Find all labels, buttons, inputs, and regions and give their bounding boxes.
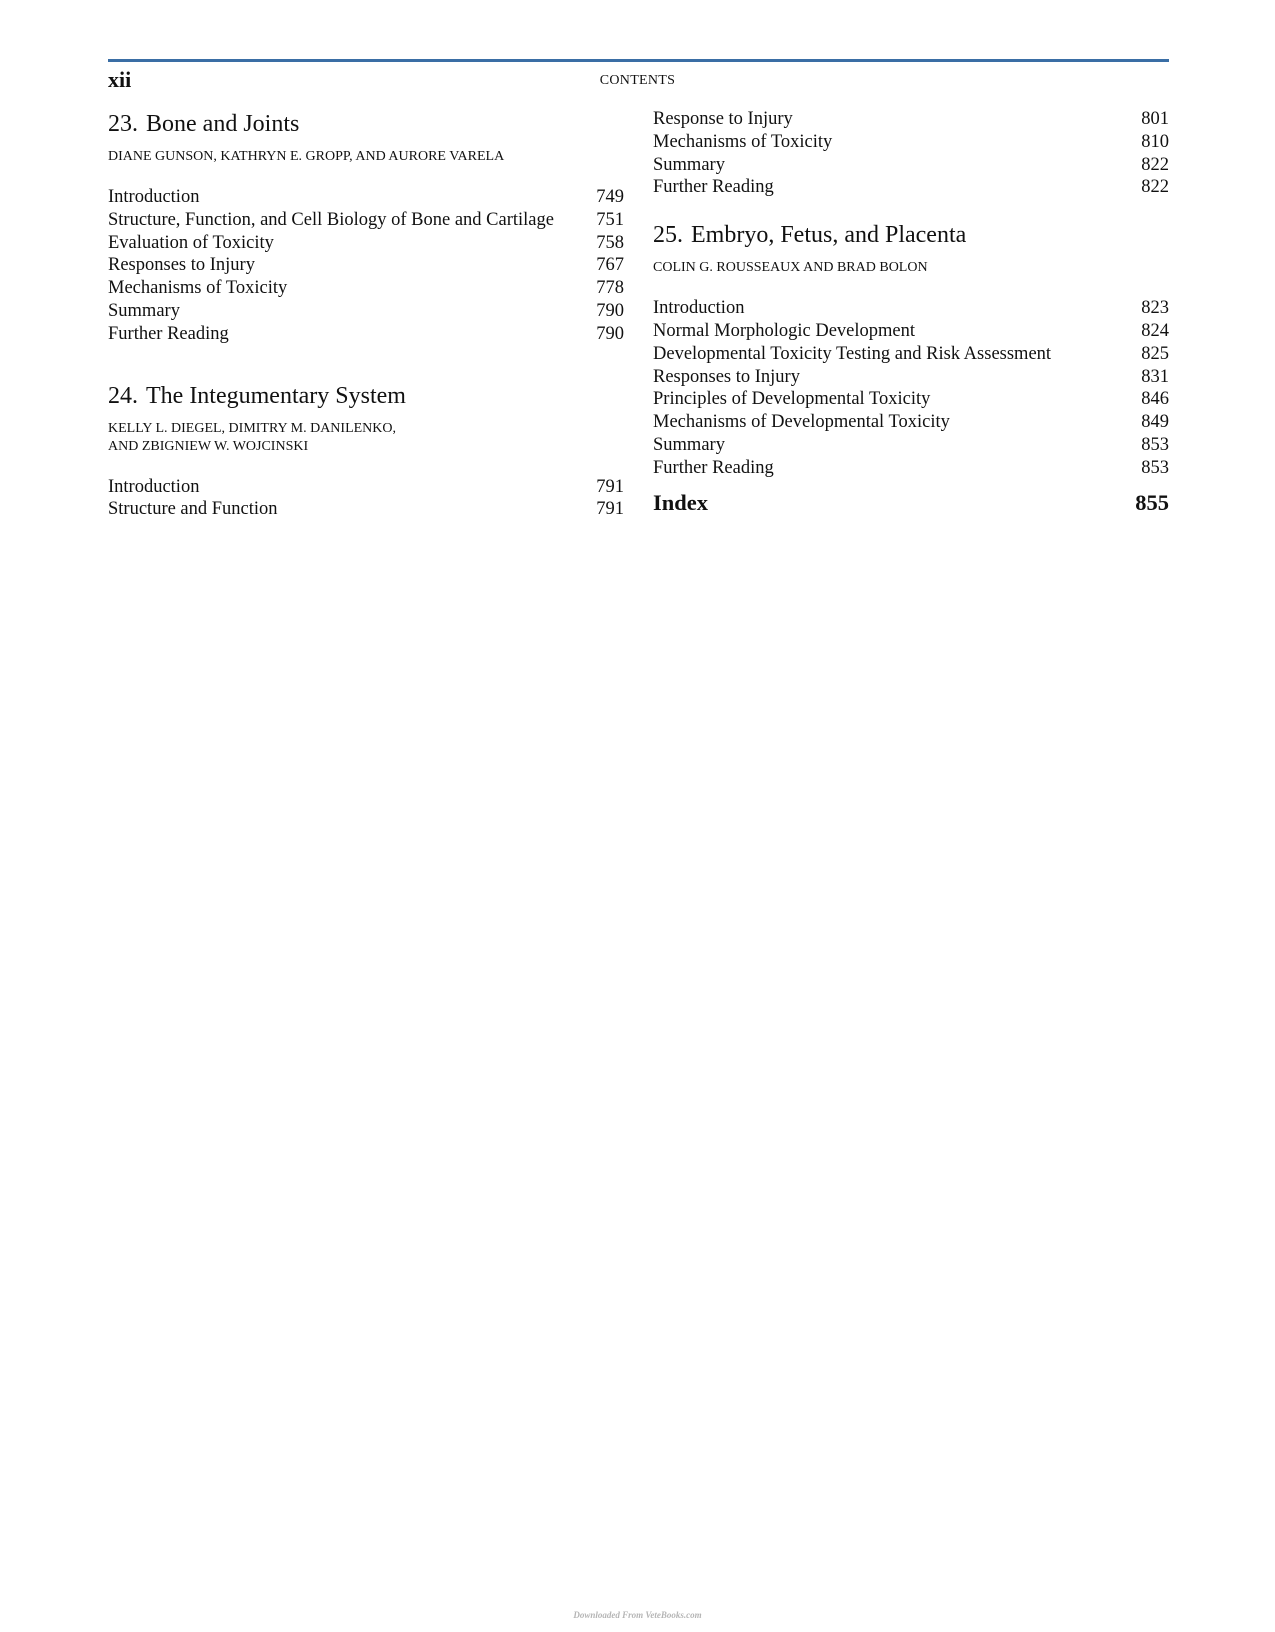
toc-entry[interactable] [108,277,624,300]
chapter-authors [108,148,624,166]
toc-entry-page: 810 [1141,131,1169,152]
toc-entry[interactable] [108,232,624,255]
author-line: KELLY L. DIEGEL, DIMITRY M. DANILENKO, [108,420,397,436]
toc-entry-page: 831 [1141,366,1169,387]
toc-entry-label: Responses to Injury [653,366,800,387]
chapter-24 [108,380,624,522]
toc-entry[interactable] [653,154,1169,177]
toc-entry[interactable] [108,476,624,499]
toc-entry-page: 853 [1141,457,1169,478]
index-label: Index [653,489,709,515]
toc-entry-label: Structure, Function, and Cell Biology of Bone and Cartilage [108,209,554,230]
toc-entry[interactable] [653,108,1169,131]
toc-entry-page: 823 [1141,298,1169,319]
toc-entry[interactable] [108,186,624,209]
toc-entry-label: Summary [653,434,725,455]
chapter-title-text: Embryo, Fetus, and Placenta [691,222,967,249]
toc-entry-label: Further Reading [653,177,774,198]
chapter-23 [108,108,624,346]
toc-entry-label: Response to Injury [653,109,793,129]
toc-entry-label: Further Reading [653,457,774,478]
chapter-title-text: Bone and Joints [146,111,300,137]
toc-entry[interactable] [653,388,1169,411]
toc-entry-page: 749 [596,187,624,207]
toc-entry[interactable] [108,498,624,521]
chapter-number: 23. [108,111,138,137]
author-line: COLIN G. ROUSSEAUX AND BRAD BOLON [653,260,928,276]
page-number: xii [108,67,132,92]
toc-entry-page: 790 [596,323,624,344]
toc-entry-label: Developmental Toxicity Testing and Risk Assessment [653,343,1052,364]
author-line: AND ZBIGNIEW W. WOJCINSKI [108,438,309,454]
toc-entry-label: Principles of Developmental Toxicity [653,389,931,410]
toc-entry-label: Evaluation of Toxicity [108,232,274,253]
toc-entry-page: 849 [1141,412,1169,433]
toc-entry-page: 853 [1141,434,1169,455]
toc-entry-label: Introduction [108,476,200,497]
toc-entry[interactable] [653,297,1169,320]
toc-entry-page: 751 [596,209,624,230]
toc-entry[interactable] [653,434,1169,457]
toc-entries [108,476,624,522]
toc-entry-label: Normal Morphologic Development [653,320,916,341]
chapter-number: 25. [653,222,683,249]
toc-entry-label: Mechanisms of Toxicity [653,131,833,152]
chapter-25 [653,219,1169,479]
toc-entry-label: Summary [653,154,725,175]
toc-entry-page: 791 [596,499,624,520]
toc-entry[interactable] [653,411,1169,434]
toc-entry-page: 824 [1141,320,1169,341]
toc-entry-page: 758 [596,232,624,253]
chapter-authors [653,259,1169,277]
toc-entry[interactable] [108,300,624,323]
toc-entry-page: 791 [596,476,624,497]
right-column [653,108,1169,518]
index-entry[interactable] [653,488,1169,518]
chapter-number: 24. [108,382,138,409]
download-watermark: Downloaded From VeteBooks.com [573,1610,702,1620]
toc-entries [653,297,1169,479]
index-page: 855 [1135,489,1169,515]
chapter-title[interactable] [108,380,624,412]
toc-entry[interactable] [653,131,1169,154]
toc-entry[interactable] [653,457,1169,480]
toc-entry-label: Further Reading [108,323,229,344]
author-line: DIANE GUNSON, KATHRYN E. GROPP, AND AURORE VARELA [108,149,505,164]
toc-entry-label: Mechanisms of Toxicity [108,278,288,299]
toc-entry[interactable] [653,366,1169,389]
toc-entry[interactable] [653,343,1169,366]
toc-entry[interactable] [653,176,1169,199]
toc-entry-page: 790 [596,300,624,321]
chapter-authors [108,420,624,456]
toc-entry-label: Introduction [108,187,200,207]
toc-entry[interactable] [108,209,624,232]
toc-entry[interactable] [108,323,624,346]
toc-entries [108,186,624,346]
toc-entry[interactable] [653,320,1169,343]
toc-entry-label: Responses to Injury [108,255,255,276]
toc-entries-continued [653,108,1169,199]
toc-entry-page: 822 [1141,154,1169,175]
running-title: CONTENTS [599,73,676,88]
toc-entry-label: Introduction [653,298,745,319]
toc-entry-page: 778 [596,278,624,299]
toc-entry-page: 801 [1141,109,1169,129]
toc-entry-page: 825 [1141,343,1169,364]
toc-entry-label: Summary [108,300,180,321]
toc-entry-label: Structure and Function [108,499,278,520]
chapter-title[interactable] [108,108,624,140]
left-column [108,108,624,521]
toc-entry-page: 822 [1141,177,1169,198]
toc-entry-page: 767 [596,255,624,276]
chapter-title[interactable] [653,219,1169,251]
toc-entry-page: 846 [1141,389,1169,410]
toc-entry[interactable] [108,254,624,277]
header-rule [108,59,1169,62]
toc-entry-label: Mechanisms of Developmental Toxicity [653,412,950,433]
chapter-title-text: The Integumentary System [146,382,406,409]
